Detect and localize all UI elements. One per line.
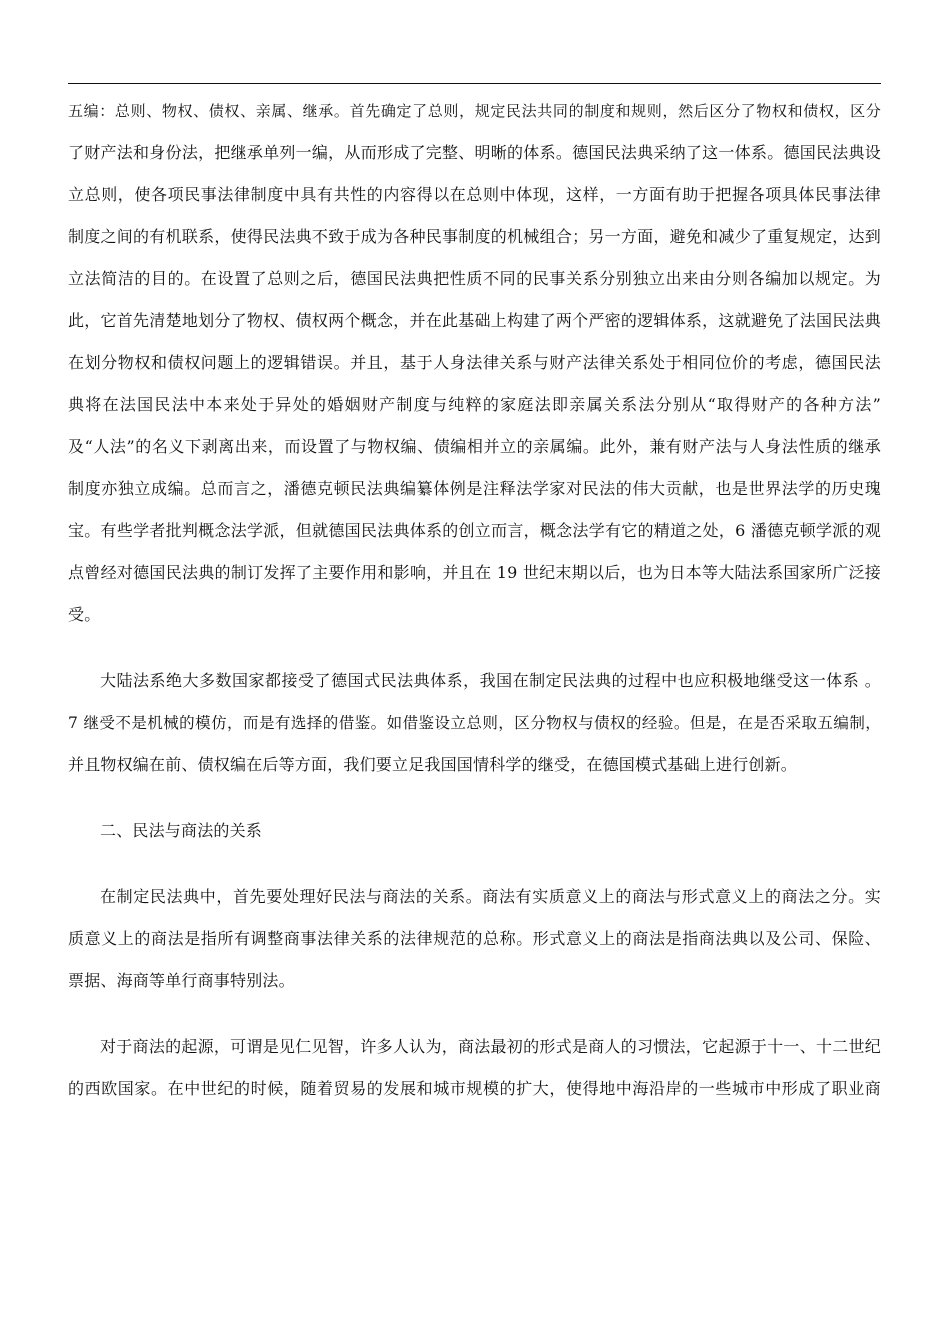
text-line: 及“人法”的名义下剥离出来，而设置了与物权编、债编相并立的亲属编。此外，兼有财产法与人身法性质的继承 bbox=[68, 437, 881, 456]
text-line: 了财产法和身份法，把继承单列一编，从而形成了完整、明晰的体系。德国民法典采纳了这一体系。德国民法典设 bbox=[68, 143, 881, 162]
text-line: 对于商法的起源，可谓是见仁见智，许多人认为，商法最初的形式是商人的习惯法，它起源于十一、十二世纪 bbox=[100, 1037, 881, 1056]
text-line: 在划分物权和债权问题上的逻辑错误。并且，基于人身法律关系与财产法律关系处于相同位价的考虑，德国民法 bbox=[68, 353, 881, 372]
text-line: 大陆法系绝大多数国家都接受了德国式民法典体系，我国在制定民法典的过程中也应积极地继受这一体系 。 bbox=[100, 671, 881, 690]
text-line: 制度之间的有机联系，使得民法典不致于成为各种民事制度的机械组合；另一方面，避免和减少了重复规定，达到 bbox=[68, 227, 881, 246]
text-line: 制度亦独立成编。总而言之，潘德克顿民法典编纂体例是注释法学家对民法的伟大贡献，也是世界法学的历史瑰 bbox=[68, 479, 881, 498]
text-line: 并且物权编在前、债权编在后等方面，我们要立足我国国情科学的继受，在德国模式基础上进行创新。 bbox=[68, 755, 798, 774]
text-line: 宝。有些学者批判概念法学派，但就德国民法典体系的创立而言，概念法学有它的精道之处，6 潘德克顿学派的观 bbox=[68, 521, 881, 540]
text-line: 立法简洁的目的。在设置了总则之后，德国民法典把性质不同的民事关系分别独立出来由分则各编加以规定。为 bbox=[68, 269, 881, 288]
text-line: 典将在法国民法中本来处于异处的婚姻财产制度与纯粹的家庭法即亲属关系法分别从“取得财产的各种方法” bbox=[68, 395, 881, 414]
text-line: 立总则，使各项民事法律制度中具有共性的内容得以在总则中体现，这样，一方面有助于把握各项具体民事法律 bbox=[68, 185, 881, 204]
section-heading: 二、民法与商法的关系 bbox=[100, 821, 263, 840]
paragraph-civil-code-structure bbox=[68, 90, 881, 636]
header-rule bbox=[68, 83, 881, 84]
paragraph-adoption-german-model bbox=[68, 660, 881, 786]
text-line: 7 继受不是机械的模仿，而是有选择的借鉴。如借鉴设立总则，区分物权与债权的经验。但是，在是否采取五编制， bbox=[68, 714, 881, 732]
text-line: 点曾经对德国民法典的制订发挥了主要作用和影响，并且在 19 世纪末期以后，也为日本等大陆法系国家所广泛接 bbox=[68, 563, 881, 582]
text-line: 五编：总则、物权、债权、亲属、继承。首先确定了总则，规定民法共同的制度和规则，然后区分了物权和债权，区分 bbox=[68, 102, 881, 120]
document-body bbox=[68, 90, 881, 1110]
text-line: 的西欧国家。在中世纪的时候，随着贸易的发展和城市规模的扩大，使得地中海沿岸的一些城市中形成了职业商 bbox=[68, 1079, 881, 1098]
paragraph-commercial-law-definition bbox=[68, 876, 881, 1002]
text-line: 质意义上的商法是指所有调整商事法律关系的法律规范的总称。形式意义上的商法是指商法典以及公司、保险、 bbox=[68, 929, 881, 948]
paragraph-commercial-law-origin bbox=[68, 1026, 881, 1110]
text-line: 票据、海商等单行商事特别法。 bbox=[68, 971, 295, 990]
text-line: 受。 bbox=[68, 605, 101, 624]
text-line: 在制定民法典中，首先要处理好民法与商法的关系。商法有实质意义上的商法与形式意义上的商法之分。实 bbox=[100, 887, 881, 906]
text-line: 此，它首先清楚地划分了物权、债权两个概念，并在此基础上构建了两个严密的逻辑体系，这就避免了法国民法典 bbox=[68, 311, 881, 330]
